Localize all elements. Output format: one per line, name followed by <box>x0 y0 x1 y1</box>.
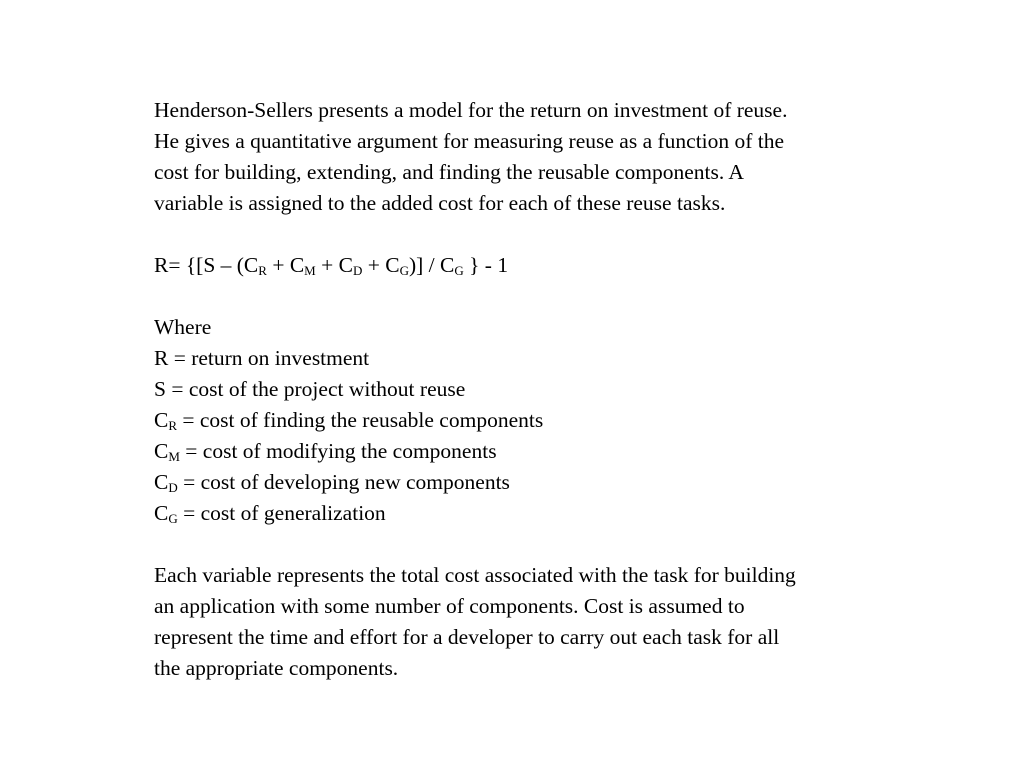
closing-line: Each variable represents the total cost associated with the task for building <box>154 563 796 587</box>
formula-plus: + C <box>315 253 353 277</box>
definitions-list <box>154 312 944 529</box>
intro-line: cost for building, extending, and finding the reusable components. A <box>154 160 744 184</box>
formula-sub-g: G <box>454 263 464 278</box>
closing-line: represent the time and effort for a developer to carry out each task for all <box>154 625 780 649</box>
spacer <box>154 219 944 250</box>
intro-line: He gives a quantitative argument for measuring reuse as a function of the <box>154 129 785 153</box>
intro-line: Henderson-Sellers presents a model for the return on investment of reuse. <box>154 98 788 122</box>
formula-prefix: R= {[S – (C <box>154 253 259 277</box>
formula-plus: + C <box>362 253 400 277</box>
definition-cr: $C_R = \cos t$ of finding the reusable components <box>154 408 544 433</box>
closing-paragraph <box>154 560 944 684</box>
formula-sub-m: M <box>304 263 316 278</box>
spacer <box>154 281 944 312</box>
formula-close: )] / C <box>408 253 455 277</box>
formula-sub-d: D <box>352 263 363 278</box>
definition-s: S = cost of the project without reuse <box>154 377 466 401</box>
intro-paragraph <box>154 95 944 219</box>
intro-line: variable is assigned to the added cost for each of these reuse tasks. <box>154 191 726 215</box>
closing-line: an application with some number of components. Cost is assumed to <box>154 594 745 618</box>
formula-sub-g: G <box>399 263 409 278</box>
slide-content <box>154 95 944 684</box>
definition-cd: $C_D = \cos t$ of developing new components <box>154 470 510 495</box>
definition-cg: $C_G = \cos t$ of generalization <box>154 501 386 526</box>
formula-plus: + C <box>266 253 305 277</box>
definition-cm: $C_M = \cos t$ of modifying the components <box>154 439 497 464</box>
spacer <box>154 529 944 560</box>
formula-sub-r: R <box>258 263 267 278</box>
roi-formula <box>154 250 944 281</box>
formula-suffix: } - 1 <box>463 253 509 277</box>
closing-line: the appropriate components. <box>154 656 399 680</box>
definition-r: R = return on investment <box>154 346 370 370</box>
where-label: Where <box>154 315 212 339</box>
